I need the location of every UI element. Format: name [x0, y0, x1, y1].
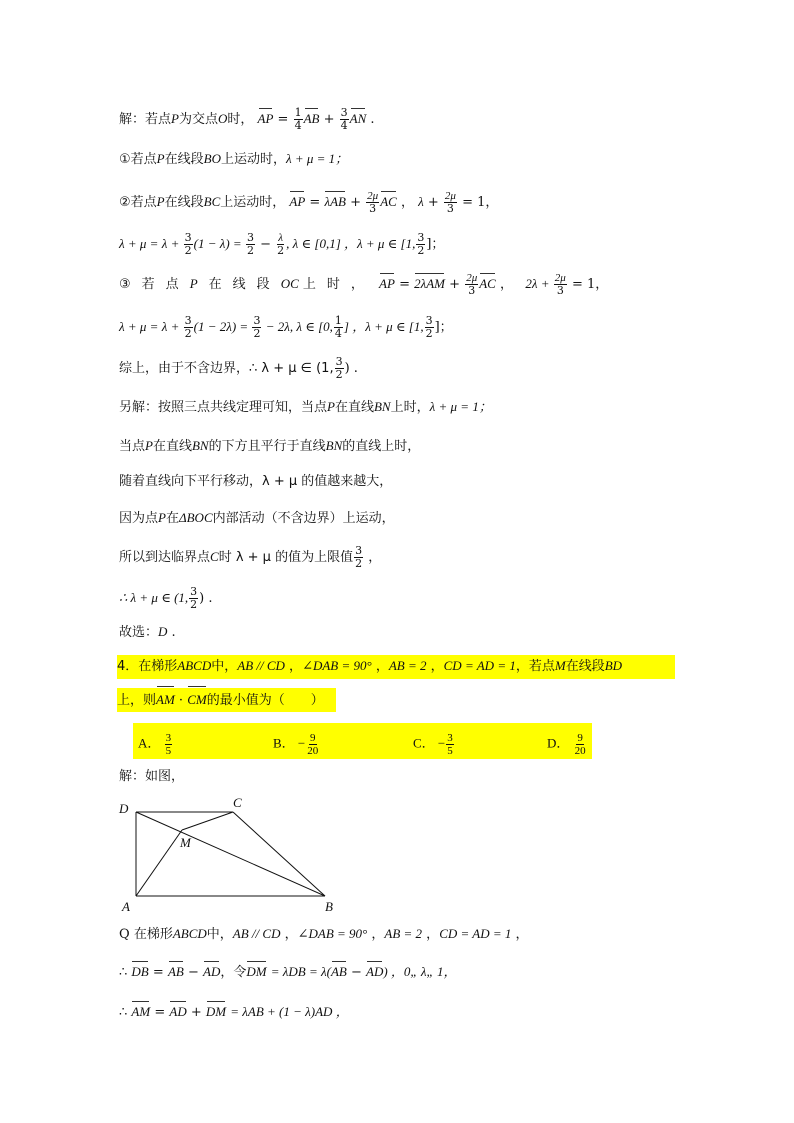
label-d: D — [119, 801, 129, 816]
line-7: 综上，由于不含边界，∴ λ + μ ∈ (1, $\frac{3}{2}$ ) . — [119, 355, 358, 381]
line-14: 故选：D . — [119, 624, 176, 640]
edge-cb — [233, 812, 325, 896]
line-5: ③若点P在线段OC 上时， AP = 2λAM + $\frac{2\mu}{3}$ AC ， 2λ + $\frac{2\mu}{3}$ = 1， — [119, 272, 609, 297]
line-10: 随着直线向下平行移动，λ + μ 的值越来越大， — [119, 474, 393, 489]
question-4-options — [133, 723, 592, 759]
option-a: A． $\frac{3}{5}$ — [138, 732, 172, 757]
option-c: C． − $\frac{3}{5}$ — [413, 732, 453, 757]
label-c: C — [233, 795, 242, 810]
option-d: D． $\frac{9}{20}$ — [547, 732, 586, 757]
question-4-line-2: 上，则AM · CM的最小值为（ ） — [117, 688, 336, 712]
segment-cm — [182, 812, 233, 830]
line-3: ②若点P在线段BC上运动时， AP = λAB + $\frac{2\mu}{3}$ AC ， λ + $\frac{2\mu}{3}$ = 1， — [119, 190, 499, 215]
line-6: λ + μ = λ + $\frac{3}{2}$ (1 − 2λ) = $\frac{3}{2}$ − 2λ, λ ∈ [0, $\frac{1}{4}$ ] ，λ + μ ∈ [1, $\frac{3}{2}$ ]； — [119, 314, 453, 340]
line-8: 另解：按照三点共线定理可知，当点P在直线BN上时，λ + μ = 1； — [119, 399, 492, 415]
label-a: A — [122, 899, 130, 914]
line-11: 因为点P在ΔBOC内部活动（不含边界）上运动， — [119, 510, 395, 526]
line-4: λ + μ = λ + $\frac{3}{2}$ (1 − λ) = $\frac{3}{2}$ − $\frac{\lambda}{2}$ , λ ∈ [0,1] ，λ + μ ∈ [1, $\frac{3}{2}$ ]； — [119, 231, 445, 257]
solution-line-1: Q 在梯形ABCD中，AB // CD ，∠DAB = 90° ，AB = 2 ，CD = AD = 1 ， — [119, 926, 529, 942]
line-1: 解：若点P为交点O时， AP = $\frac{1}{4}$ AB + $\frac{3}{4}$ AN . — [119, 106, 375, 132]
solution-header: 解：如图， — [119, 769, 185, 784]
question-4-line-1: 4．在梯形ABCD中，AB // CD ，∠DAB = 90° ，AB = 2 ，CD = AD = 1，若点M在线段BD — [117, 655, 675, 679]
solution-line-2: ∴ DB = AB − AD，令DM = λDB = λ(AB − AD) ，0„ λ„ 1， — [119, 964, 457, 980]
solution-line-3: ∴ AM = AD + DM = λAB + (1 − λ)AD ， — [119, 1004, 349, 1020]
option-b: B． − $\frac{9}{20}$ — [273, 732, 319, 757]
line-2: ①若点P在线段BO上运动时，λ + μ = 1； — [119, 151, 349, 167]
diagonal-db — [136, 812, 325, 896]
line-12: 所以到达临界点C时 λ + μ 的值为上限值 $\frac{3}{2}$ ， — [119, 544, 382, 570]
label-m: M — [180, 835, 191, 850]
label-b: B — [325, 899, 333, 914]
trapezoid-figure — [110, 793, 350, 918]
line-13: ∴ λ + μ ∈ (1, $\frac{3}{2}$ ) . — [119, 585, 213, 611]
segment-am — [136, 830, 182, 896]
line-9: 当点P在直线BN的下方且平行于直线BN的直线上时， — [119, 438, 421, 454]
